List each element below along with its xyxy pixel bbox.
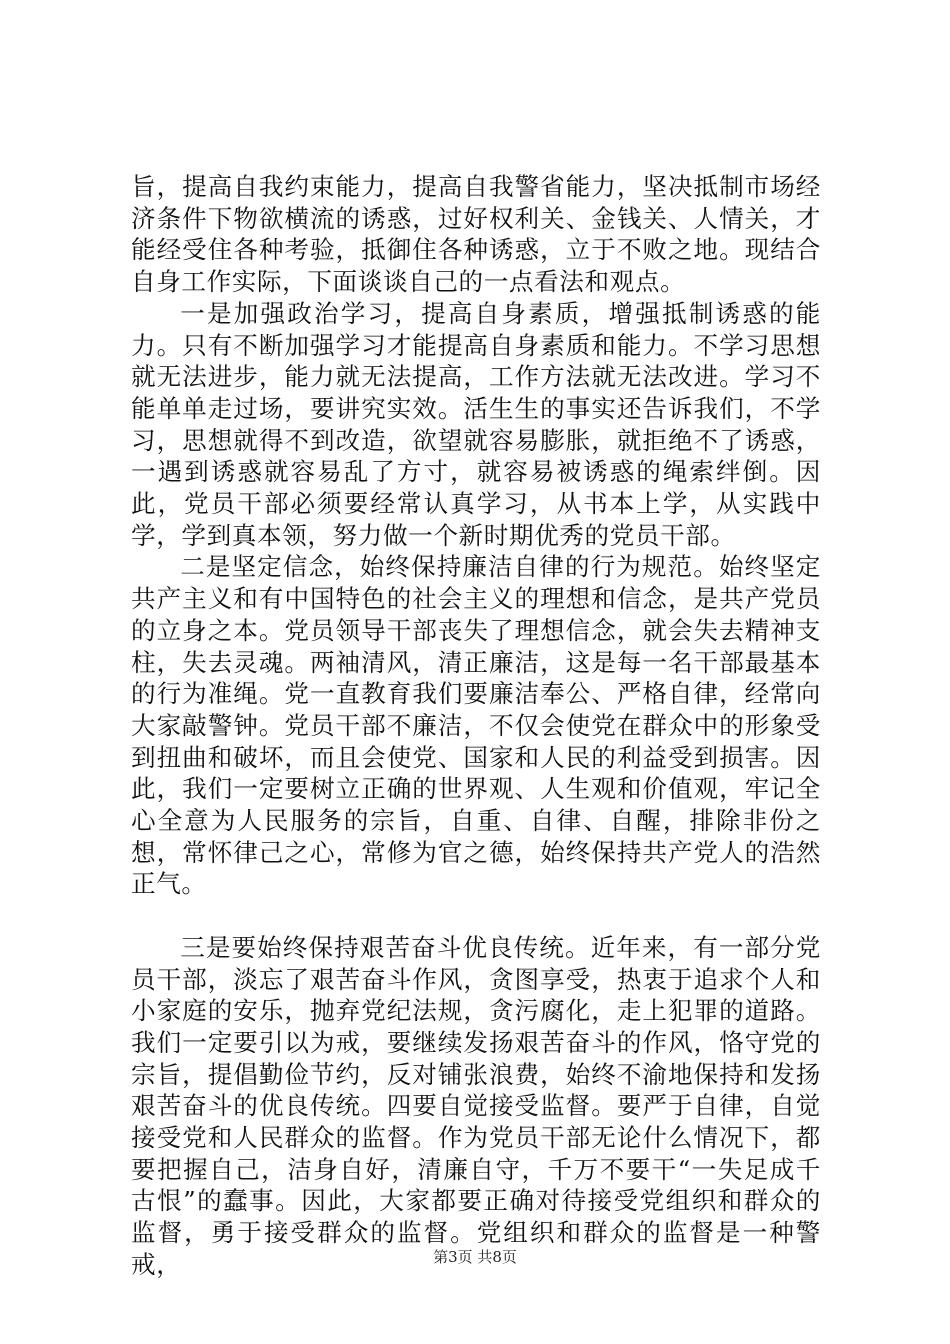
paragraph-firm-belief: 二是坚定信念，始终保持廉洁自律的行为规范。始终坚定共产主义和有中国特色的社会主义的理想和信念，是共产党员的立身之本。党员领导干部丧失了理想信念，就会失去精神支柱，失去灵魂。两袖清风，清正廉洁，这是每一名干部最基本的行为准绳。党一直教育我们要廉洁奉公、严格自律，经常向大家敲警钟。党员干部不廉洁，不仅会使党在群众中的形象受到扭曲和破坏，而且会使党、国家和人民的利益受到损害。因此，我们一定要树立正确的世界观、人生观和价值观，牢记全心全意为人民服务的宗旨，自重、自律、自醒，排除非份之想，常怀律己之心，常修为官之德，始终保持共产党人的浩然正气。 <box>131 552 821 899</box>
paragraph-continuation: 旨，提高自我约束能力，提高自我警省能力，坚决抵制市场经济条件下物欲横流的诱惑，过好权利关、金钱关、人情关，才能经受住各种考验，抵御住各种诱惑，立于不败之地。现结合自身工作实际，下面谈谈自己的一点看法和观点。 <box>131 172 821 297</box>
document-body <box>131 171 821 1281</box>
page-footer: 第3页 共8页 <box>433 1248 517 1266</box>
paragraph-political-study: 一是加强政治学习，提高自身素质，增强抵制诱惑的能力。只有不断加强学习才能提高自身素质和能力。不学习思想就无法进步，能力就无法提高，工作方法就无法改进。学习不能单单走过场，要讲究实效。活生生的事实还告诉我们，不学习，思想就得不到改造，欲望就容易膨胀，就拒绝不了诱惑，一遇到诱惑就容易乱了方寸，就容易被诱惑的绳索绊倒。因此，党员干部必须要经常认真学习，从书本上学，从实践中学，学到真本领，努力做一个新时期优秀的党员干部。 <box>131 298 821 550</box>
paragraph-gap <box>131 900 821 932</box>
paragraph-hard-work-tradition: 三是要始终保持艰苦奋斗优良传统。近年来，有一部分党员干部，淡忘了艰苦奋斗作风，贪图享受，热衷于追求个人和小家庭的安乐，抛弃党纪法规，贪污腐化，走上犯罪的道路。我们一定要引以为戒，要继续发扬艰苦奋斗的作风，恪守党的宗旨，提倡勤俭节约，反对铺张浪费，始终不渝地保持和发扬艰苦奋斗的优良传统。四要自觉接受监督。要严于自律，自觉接受党和人民群众的监督。作为党员干部无论什么情况下，都要把握自己，洁身自好，清廉自守，千万不要干“一失足成千古恨”的蠢事。因此，大家都要正确对待接受党组织和群众的监督，勇于接受群众的监督。党组织和群众的监督是一种警戒， <box>131 932 821 1279</box>
